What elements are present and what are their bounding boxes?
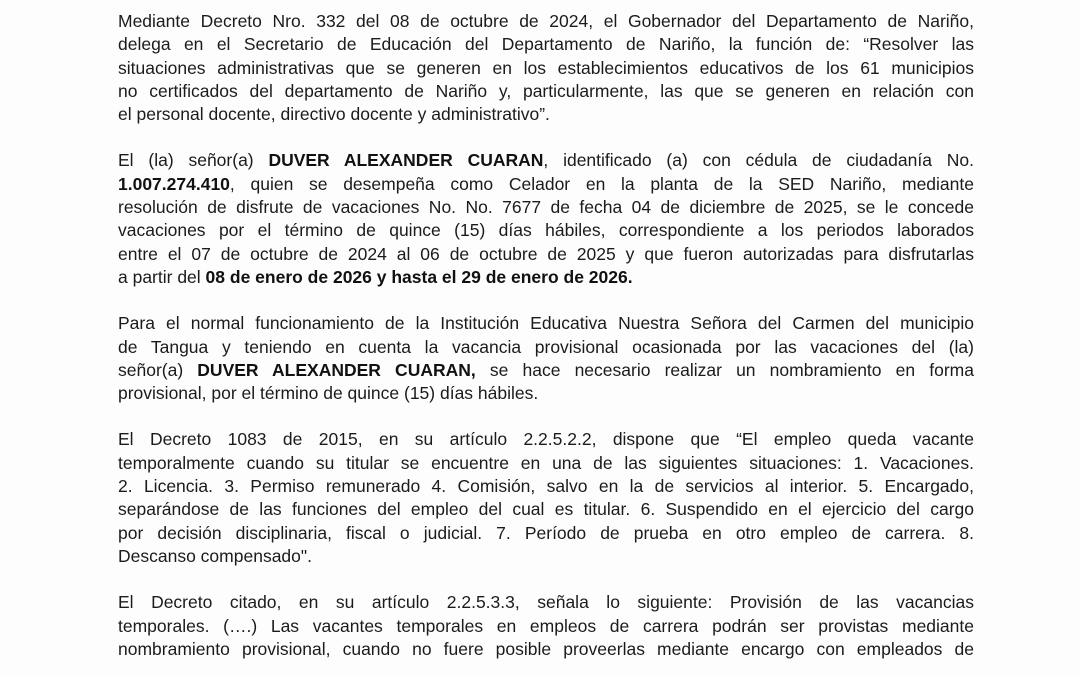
- paragraph-provision-vacancias: [118, 591, 974, 661]
- text-line: no certificados del departamento de Nariño y, particularmente, las que se generen en relación con: [118, 80, 974, 101]
- paragraph-nombramiento: [118, 312, 974, 405]
- text-line: por decisión disciplinaria, fiscal o judicial. 7. Período de prueba en otro empleo de carrera. 8.: [118, 522, 974, 543]
- document-body: [118, 10, 974, 661]
- text-line: [118, 266, 974, 289]
- text-line: separándose de las funciones del empleo del cual es titular. 6. Suspendido en el ejercicio del cargo: [118, 499, 974, 520]
- text-run: a partir del: [118, 266, 206, 287]
- paragraph-vacaciones: [118, 149, 974, 289]
- text-run: señor(a): [118, 359, 198, 380]
- text-line: provisional, por el término de quince (15) días hábiles.: [118, 383, 539, 404]
- employee-name: DUVER ALEXANDER CUARAN,: [197, 359, 476, 380]
- text-run: se hace necesario realizar un nombramiento en forma: [475, 359, 974, 380]
- text-line: [118, 359, 974, 382]
- paragraph-decreto-1083: [118, 428, 974, 568]
- text-line: nombramiento provisional, cuando no fuere posible proveerlas mediante encargo con empleados de: [118, 638, 974, 659]
- text-run: , identificado (a) con cédula de ciudadanía No.: [543, 150, 974, 171]
- paragraph-decreto-332: [118, 10, 974, 126]
- text-line: de Tangua y teniendo en cuenta la vacancia provisional ocasionada por las vacaciones del (la): [118, 336, 974, 357]
- text-line: Descanso compensado".: [118, 545, 312, 566]
- text-line: entre el 07 de octubre de 2024 al 06 de octubre de 2025 y que fueron autorizadas para disfrutarlas: [118, 243, 974, 264]
- text-line: resolución de disfrute de vacaciones No. No. 7677 de fecha 04 de diciembre de 2025, se le concede: [118, 197, 974, 218]
- cedula-number: 1.007.274.410: [118, 173, 230, 194]
- text-run: El (la) señor(a): [118, 150, 269, 171]
- text-line: delega en el Secretario de Educación del Departamento de Nariño, la función de: “Resolver las: [118, 34, 974, 55]
- text-line: Mediante Decreto Nro. 332 del 08 de octubre de 2024, el Gobernador del Departamento de Nariño,: [118, 11, 974, 31]
- text-line: el personal docente, directivo docente y administrativo”.: [118, 104, 550, 125]
- text-line: [118, 173, 974, 196]
- text-line: temporales. (….) Las vacantes temporales en empleos de carrera podrán ser provistas mediante: [118, 615, 974, 636]
- text-line: situaciones administrativas que se generen en los establecimientos educativos de los 61 municipios: [118, 57, 974, 78]
- text-line: El Decreto 1083 de 2015, en su artículo 2.2.5.2.2, dispone que “El empleo queda vacante: [118, 429, 974, 450]
- text-line: [118, 149, 974, 172]
- text-line: El Decreto citado, en su artículo 2.2.5.3.3, señala lo siguiente: Provisión de las vacancias: [118, 592, 974, 613]
- text-line: Para el normal funcionamiento de la Institución Educativa Nuestra Señora del Carmen del municipio: [118, 313, 974, 334]
- text-line: vacaciones por el término de quince (15) días hábiles, correspondiente a los periodos laborados: [118, 220, 974, 241]
- vacation-dates: 08 de enero de 2026 y hasta el 29 de enero de 2026.: [205, 266, 633, 287]
- employee-name: DUVER ALEXANDER CUARAN: [268, 150, 544, 171]
- text-line: temporalmente cuando su titular se encuentre en una de las siguientes situaciones: 1. Vacaciones.: [118, 452, 974, 473]
- text-run: , quien se desempeña como Celador en la planta de la SED Nariño, mediante: [229, 173, 974, 194]
- text-line: 2. Licencia. 3. Permiso remunerado 4. Comisión, salvo en la de servicios al interior. 5. Encargado,: [118, 476, 974, 497]
